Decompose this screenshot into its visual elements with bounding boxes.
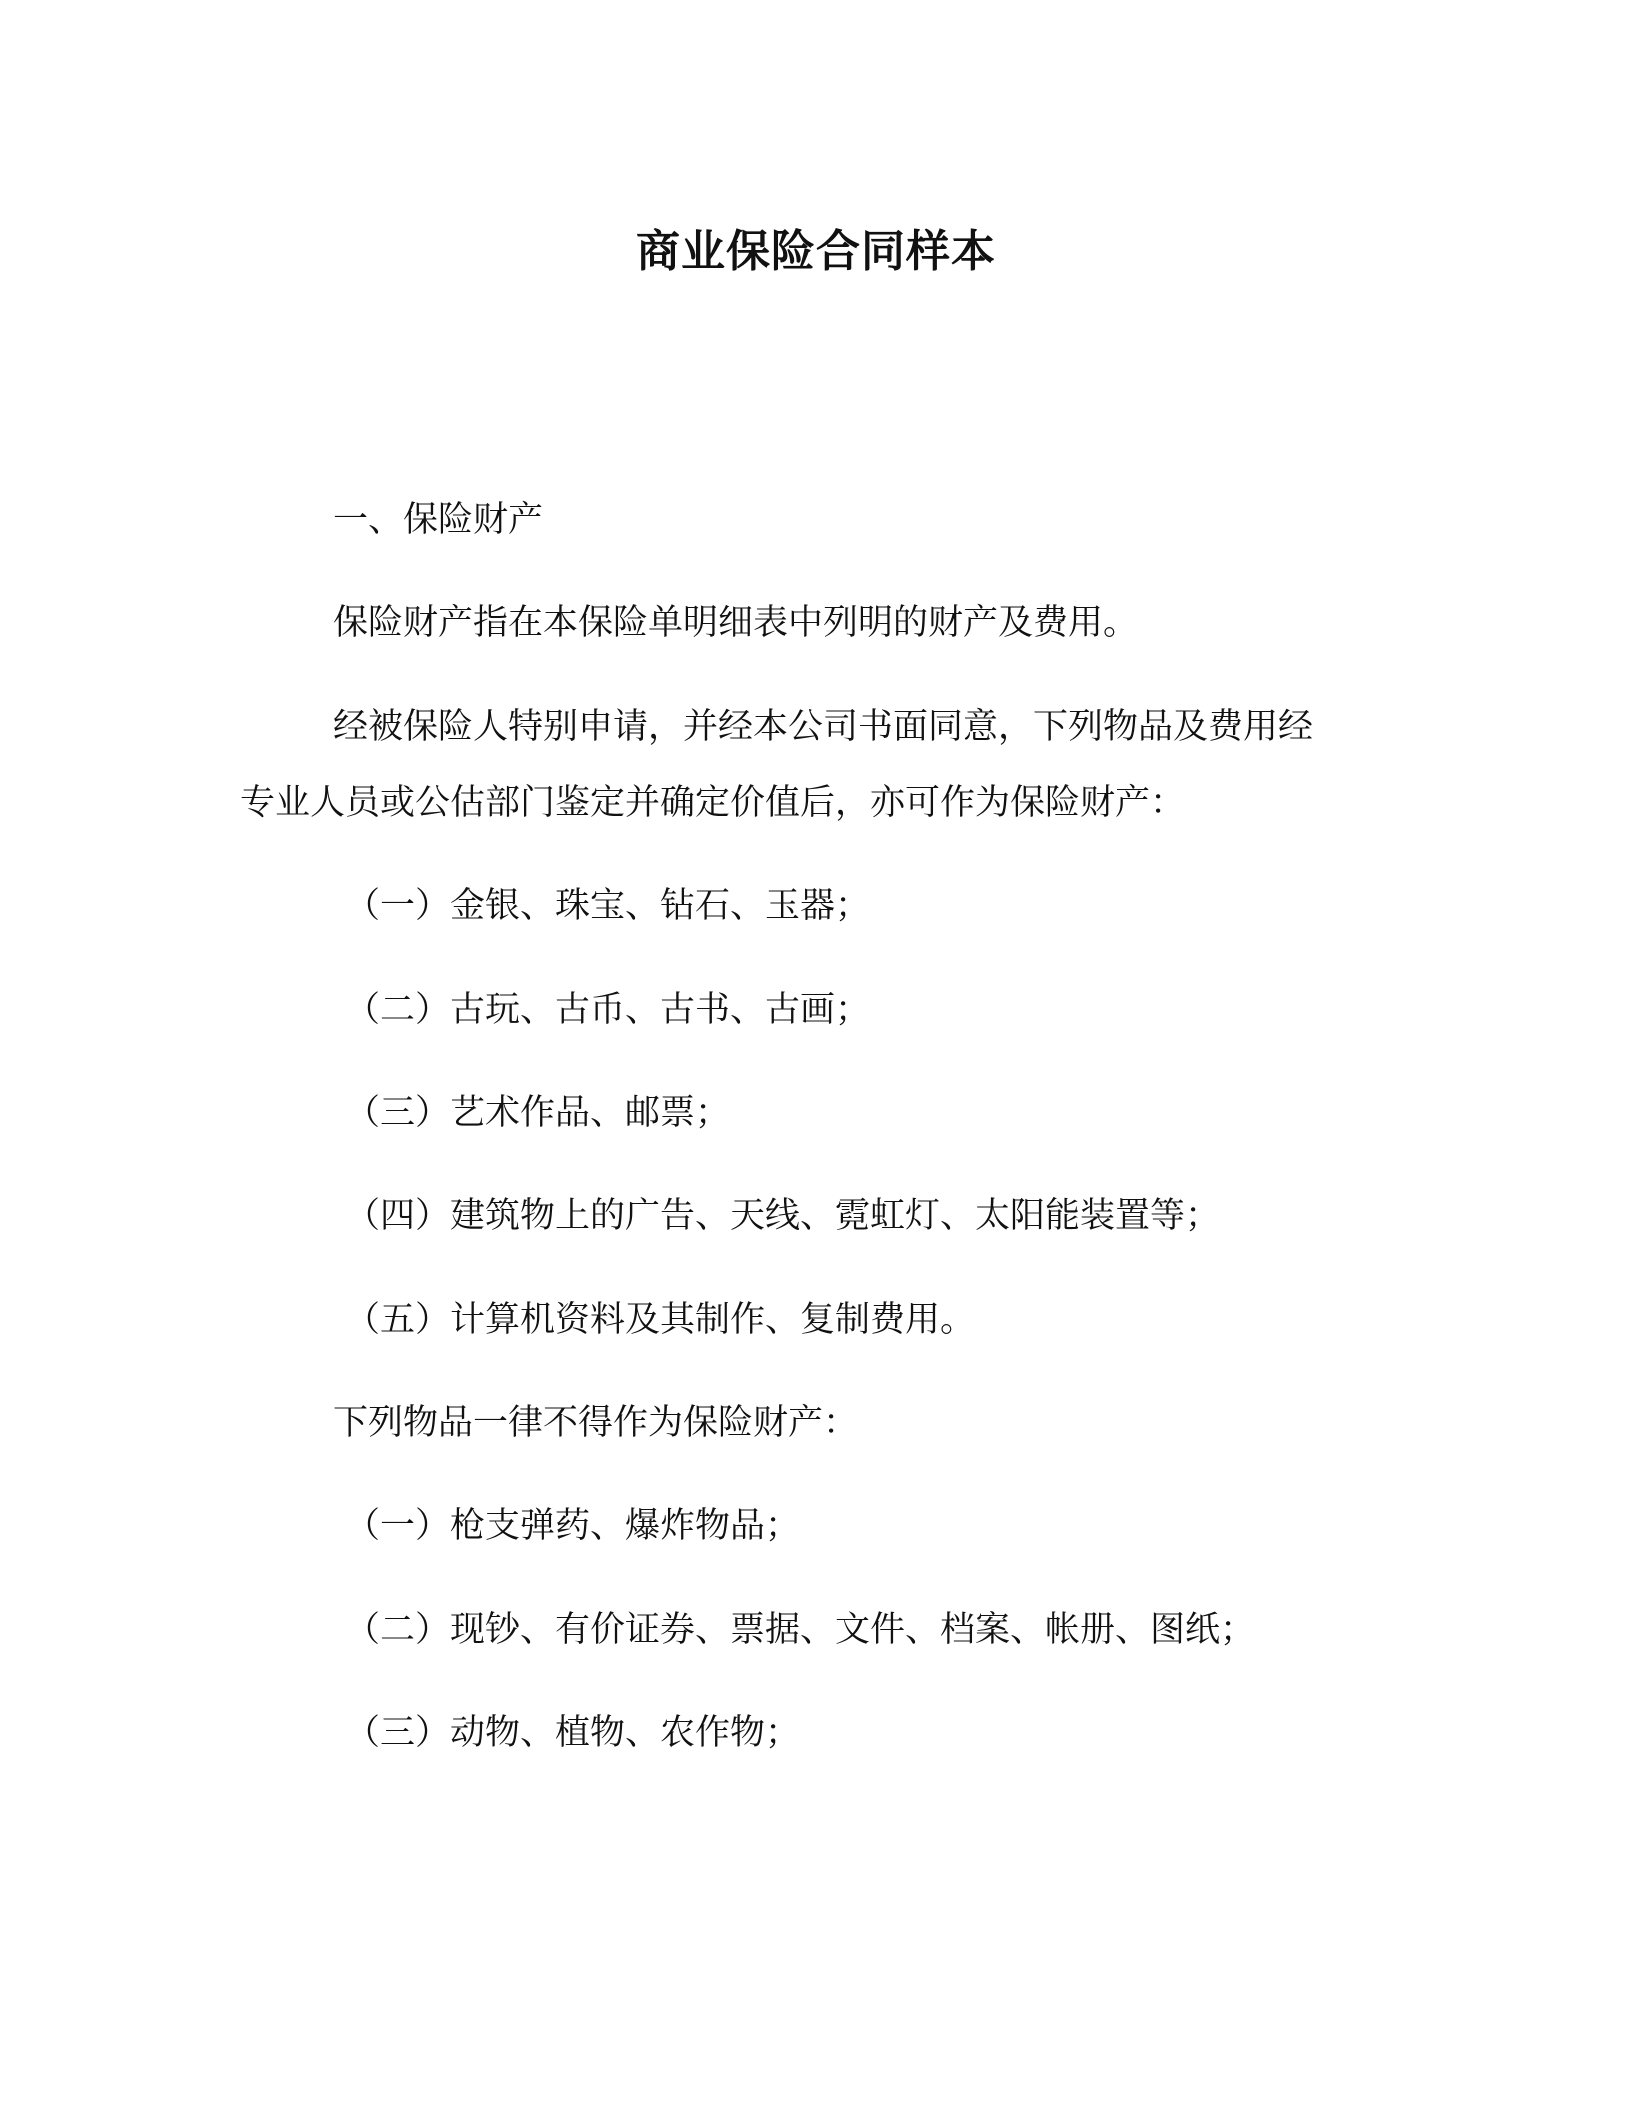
paragraph-line: 专业人员或公估部门鉴定并确定价值后，亦可作为保险财产： [240,783,1186,823]
list-item: （一）金银、珠宝、钻石、玉器； [345,886,871,926]
list-item: （三）动物、植物、农作物； [345,1713,801,1753]
paragraph-line: 经被保险人特别申请，并经本公司书面同意，下列物品及费用经 [333,707,1314,747]
list-item: （五）计算机资料及其制作、复制费用。 [345,1300,976,1340]
list-item: （三）艺术作品、邮票； [345,1093,731,1133]
list-item: （一）枪支弹药、爆炸物品； [345,1506,801,1546]
section-heading: 一、保险财产 [333,500,544,540]
document-title: 商业保险合同样本 [636,226,996,277]
list-item: （四）建筑物上的广告、天线、霓虹灯、太阳能装置等； [345,1196,1221,1236]
paragraph: 保险财产指在本保险单明细表中列明的财产及费用。 [333,603,1139,643]
list-item: （二）现钞、有价证券、票据、文件、档案、帐册、图纸； [345,1610,1256,1650]
list-item: （二）古玩、古币、古书、古画； [345,990,871,1030]
paragraph: 下列物品一律不得作为保险财产： [333,1403,859,1443]
